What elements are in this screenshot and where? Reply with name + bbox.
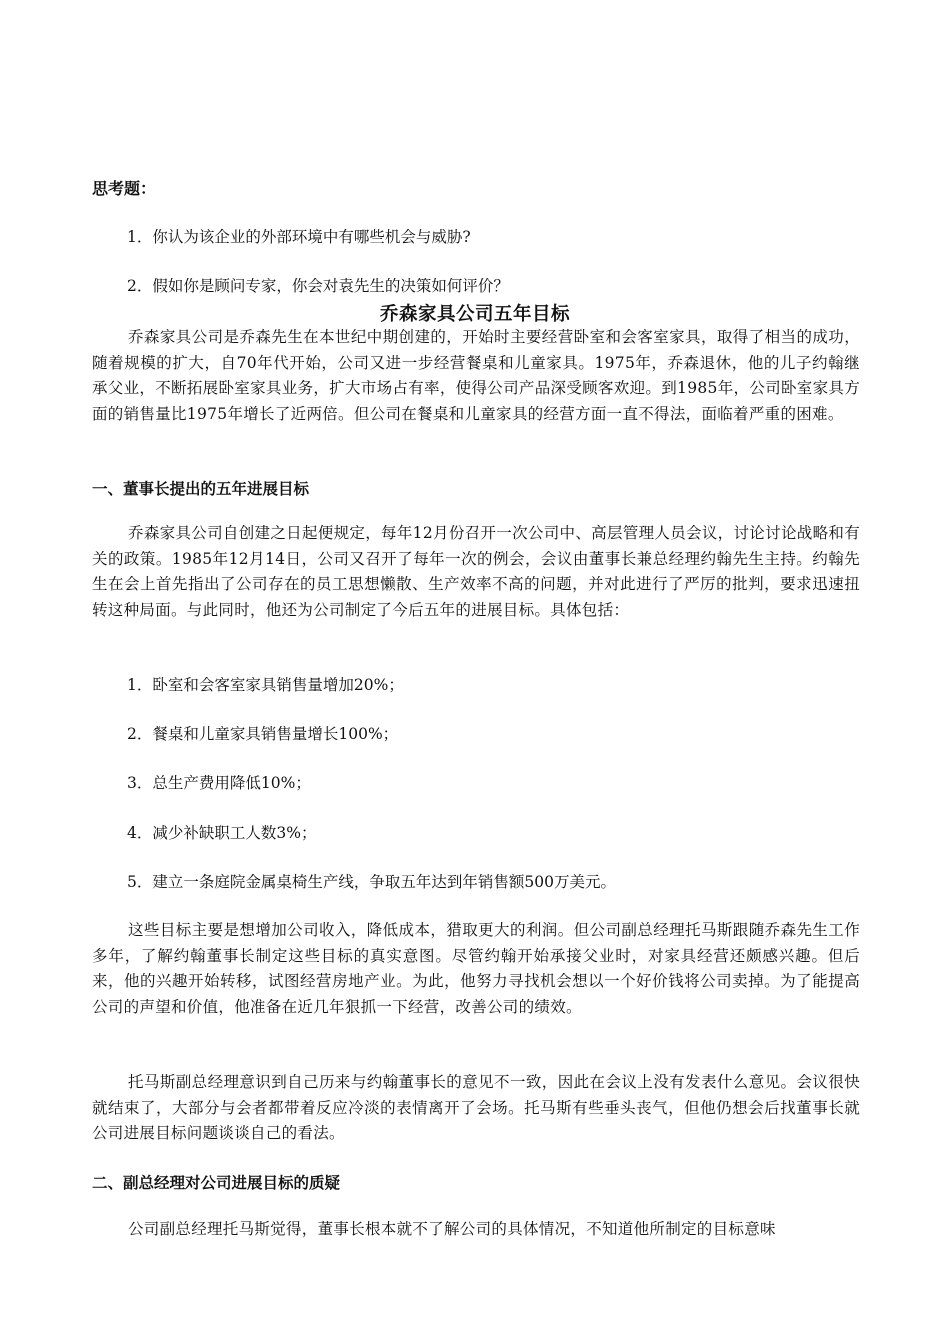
goal-item-3: 3．总生产费用降低10%； [127, 774, 311, 792]
section-1-paragraph-2: 这些目标主要是想增加公司收入，降低成本，猎取更大的利润。但公司副总经理托马斯跟随乔森先生工作多年，了解约翰董事长制定这些目标的真实意图。尽管约翰开始承接父业时，对家具经营还颇感兴趣。但后来，他的兴趣开始转移，试图经营房地产业。为此，他努力寻找机会想以一个好价钱将公司卖掉。为了能提高公司的声望和价值，他准备在近几年狠抓一下经营，改善公司的绩效。 [92, 921, 860, 1016]
section-1-heading: 一、董事长提出的五年进展目标 [92, 480, 310, 498]
intro-paragraph: 乔森家具公司是乔森先生在本世纪中期创建的，开始时主要经营卧室和会客室家具，取得了相当的成功，随着规模的扩大，自70年代开始，公司又进一步经营餐桌和儿童家具。1975年，乔森退休，他的儿子约翰继承父业，不断拓展卧室家具业务，扩大市场占有率，使得公司产品深受顾客欢迎。到1985年，公司卧室家具方面的销售量比1975年增长了近两倍。但公司在餐桌和儿童家具的经营方面一直不得法，面临着严重的困难。 [92, 328, 860, 423]
goal-item-4: 4．减少补缺职工人数3%； [127, 824, 317, 842]
goal-item-2: 2．餐桌和儿童家具销售量增长100%； [127, 725, 399, 743]
question-item-1: 1．你认为该企业的外部环境中有哪些机会与威胁? [127, 228, 471, 246]
section-1-paragraph-3: 托马斯副总经理意识到自己历来与约翰董事长的意见不一致，因此在会议上没有发表什么意见。会议很快就结束了，大部分与会者都带着反应冷淡的表情离开了会场。托马斯有些垂头丧气，但他仍想会后找董事长就公司进展目标问题谈谈自己的看法。 [92, 1073, 860, 1142]
question-item-2: 2．假如你是顾问专家，你会对袁先生的决策如何评价？ [127, 277, 509, 295]
document-title: 乔森家具公司五年目标 [379, 304, 570, 325]
section-2-heading: 二、副总经理对公司进展目标的质疑 [92, 1174, 341, 1192]
section-1-paragraph-1: 乔森家具公司自创建之日起便规定，每年12月份召开一次公司中、高层管理人员会议，讨论讨论战略和有关的政策。1985年12月14日，公司又召开了每年一次的例会，会议由董事长兼总经理约翰先生主持。约翰先生在会上首先指出了公司存在的员工思想懒散、生产效率不高的问题，并对此进行了严厉的批判，要求迅速扭转这种局面。与此同时，他还为公司制定了今后五年的进展目标。具体包括： [92, 524, 860, 619]
questions-label: 思考题： [92, 179, 157, 198]
section-2-paragraph-1: 公司副总经理托马斯觉得，董事长根本就不了解公司的具体情况，不知道他所制定的目标意味 [128, 1220, 776, 1238]
goal-item-1: 1．卧室和会客室家具销售量增加20%； [127, 676, 404, 694]
goal-item-5: 5．建立一条庭院金属桌椅生产线，争取五年达到年销售额500万美元。 [127, 873, 616, 891]
